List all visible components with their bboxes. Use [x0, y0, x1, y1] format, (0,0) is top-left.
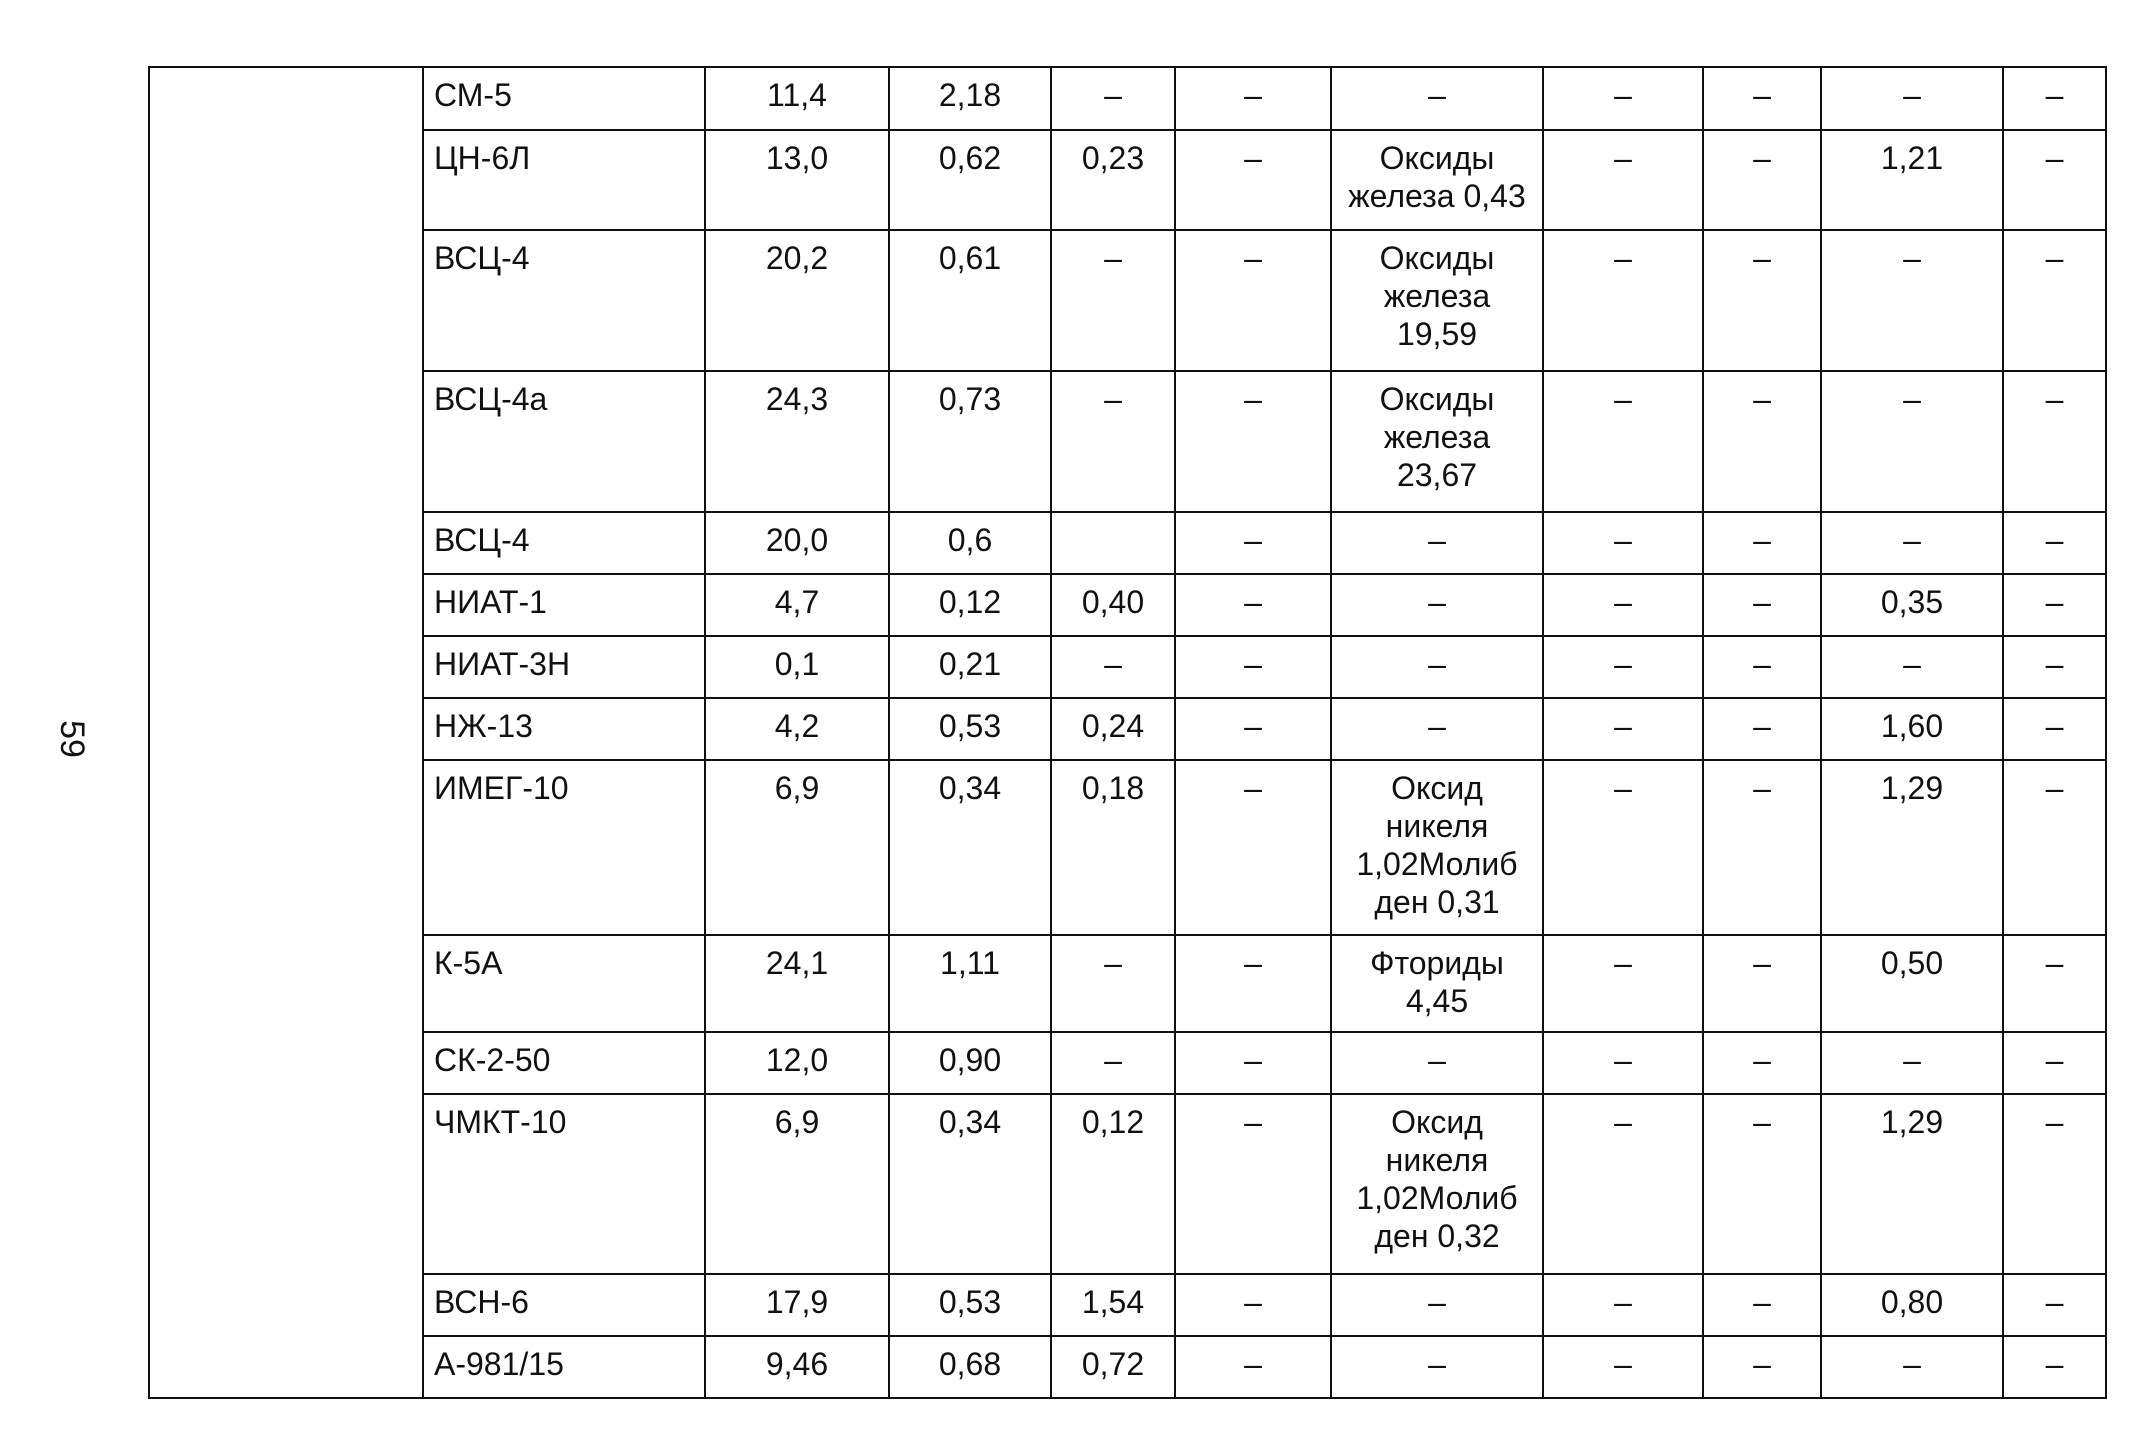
- table-row: [149, 371, 2106, 512]
- value-cell-c5: Оксид никеля 1,02Молиб ден 0,31: [1331, 760, 1543, 935]
- value-cell-c4: –: [1175, 371, 1331, 512]
- table-row: [149, 67, 2106, 130]
- table-row: [149, 1336, 2106, 1398]
- grade-cell: ВСЦ-4а: [423, 371, 705, 512]
- value-cell-c3: 0,24: [1051, 698, 1175, 760]
- value-cell-c9: –: [2003, 698, 2106, 760]
- value-cell-c3: [1051, 512, 1175, 574]
- value-cell-c3: 0,12: [1051, 1094, 1175, 1274]
- value-cell-c5: –: [1331, 512, 1543, 574]
- value-cell-c4: –: [1175, 512, 1331, 574]
- value-cell-c5: –: [1331, 1274, 1543, 1336]
- value-cell-c2: 0,34: [889, 760, 1051, 935]
- value-cell-c6: –: [1543, 636, 1703, 698]
- value-cell-c5: Оксиды железа 0,43: [1331, 130, 1543, 230]
- grade-cell: НИАТ-1: [423, 574, 705, 636]
- table-row: [149, 935, 2106, 1032]
- value-cell-c6: –: [1543, 698, 1703, 760]
- value-cell-c5: –: [1331, 67, 1543, 130]
- value-cell-c8: 1,21: [1821, 130, 2003, 230]
- value-cell-c1: 20,0: [705, 512, 889, 574]
- value-cell-c6: –: [1543, 760, 1703, 935]
- value-cell-c9: –: [2003, 371, 2106, 512]
- value-cell-c9: –: [2003, 67, 2106, 130]
- table-row: [149, 130, 2106, 230]
- value-cell-c1: 4,2: [705, 698, 889, 760]
- value-cell-c7: –: [1703, 230, 1821, 371]
- value-cell-c8: –: [1821, 371, 2003, 512]
- value-cell-c2: 0,73: [889, 371, 1051, 512]
- table-row: [149, 1274, 2106, 1336]
- value-cell-c7: –: [1703, 760, 1821, 935]
- value-cell-c8: –: [1821, 512, 2003, 574]
- value-cell-c9: –: [2003, 1336, 2106, 1398]
- table-row: [149, 636, 2106, 698]
- value-cell-c2: 0,90: [889, 1032, 1051, 1094]
- value-cell-c9: –: [2003, 230, 2106, 371]
- value-cell-c8: –: [1821, 1032, 2003, 1094]
- value-cell-c8: 0,35: [1821, 574, 2003, 636]
- value-cell-c5: Фториды 4,45: [1331, 935, 1543, 1032]
- value-cell-c5: Оксиды железа 23,67: [1331, 371, 1543, 512]
- value-cell-c6: –: [1543, 230, 1703, 371]
- value-cell-c4: –: [1175, 636, 1331, 698]
- value-cell-c6: –: [1543, 67, 1703, 130]
- value-cell-c9: –: [2003, 760, 2106, 935]
- value-cell-c7: –: [1703, 1094, 1821, 1274]
- value-cell-c7: –: [1703, 935, 1821, 1032]
- value-cell-c2: 0,21: [889, 636, 1051, 698]
- value-cell-c5: Оксид никеля 1,02Молиб ден 0,32: [1331, 1094, 1543, 1274]
- value-cell-c2: 0,34: [889, 1094, 1051, 1274]
- value-cell-c5: Оксиды железа 19,59: [1331, 230, 1543, 371]
- page-number: 59: [53, 720, 91, 758]
- value-cell-c3: –: [1051, 67, 1175, 130]
- value-cell-c7: –: [1703, 1274, 1821, 1336]
- value-cell-c5: –: [1331, 1336, 1543, 1398]
- table-row: [149, 1094, 2106, 1274]
- value-cell-c6: –: [1543, 1094, 1703, 1274]
- value-cell-c3: 0,40: [1051, 574, 1175, 636]
- value-cell-c9: –: [2003, 935, 2106, 1032]
- value-cell-c1: 12,0: [705, 1032, 889, 1094]
- value-cell-c1: 4,7: [705, 574, 889, 636]
- table-row: [149, 512, 2106, 574]
- catalyst-composition-table: [148, 66, 2107, 1399]
- value-cell-c5: –: [1331, 636, 1543, 698]
- value-cell-c2: 0,53: [889, 698, 1051, 760]
- value-cell-c3: 0,18: [1051, 760, 1175, 935]
- value-cell-c9: –: [2003, 130, 2106, 230]
- value-cell-c1: 13,0: [705, 130, 889, 230]
- blank-left-column: [149, 67, 423, 1398]
- value-cell-c7: –: [1703, 574, 1821, 636]
- value-cell-c4: –: [1175, 1094, 1331, 1274]
- value-cell-c1: 20,2: [705, 230, 889, 371]
- value-cell-c1: 6,9: [705, 760, 889, 935]
- value-cell-c9: –: [2003, 1032, 2106, 1094]
- value-cell-c7: –: [1703, 371, 1821, 512]
- grade-cell: К-5А: [423, 935, 705, 1032]
- value-cell-c4: –: [1175, 698, 1331, 760]
- value-cell-c8: 0,80: [1821, 1274, 2003, 1336]
- value-cell-c6: –: [1543, 130, 1703, 230]
- grade-cell: ВСЦ-4: [423, 230, 705, 371]
- value-cell-c4: –: [1175, 1336, 1331, 1398]
- grade-cell: НИАТ-3Н: [423, 636, 705, 698]
- value-cell-c5: –: [1331, 1032, 1543, 1094]
- value-cell-c9: –: [2003, 1094, 2106, 1274]
- grade-cell: ВСН-6: [423, 1274, 705, 1336]
- value-cell-c8: 1,29: [1821, 760, 2003, 935]
- value-cell-c6: –: [1543, 935, 1703, 1032]
- value-cell-c9: –: [2003, 574, 2106, 636]
- value-cell-c2: 0,53: [889, 1274, 1051, 1336]
- value-cell-c4: –: [1175, 230, 1331, 371]
- value-cell-c4: –: [1175, 935, 1331, 1032]
- value-cell-c2: 0,68: [889, 1336, 1051, 1398]
- value-cell-c2: 0,61: [889, 230, 1051, 371]
- grade-cell: ВСЦ-4: [423, 512, 705, 574]
- value-cell-c9: –: [2003, 636, 2106, 698]
- value-cell-c7: –: [1703, 512, 1821, 574]
- table-row: [149, 1032, 2106, 1094]
- value-cell-c6: –: [1543, 512, 1703, 574]
- value-cell-c9: –: [2003, 1274, 2106, 1336]
- value-cell-c1: 9,46: [705, 1336, 889, 1398]
- value-cell-c4: –: [1175, 1274, 1331, 1336]
- value-cell-c1: 24,3: [705, 371, 889, 512]
- value-cell-c2: 0,62: [889, 130, 1051, 230]
- value-cell-c6: –: [1543, 1336, 1703, 1398]
- value-cell-c2: 1,11: [889, 935, 1051, 1032]
- value-cell-c7: –: [1703, 1336, 1821, 1398]
- value-cell-c1: 6,9: [705, 1094, 889, 1274]
- value-cell-c7: –: [1703, 130, 1821, 230]
- table-row: [149, 574, 2106, 636]
- value-cell-c8: –: [1821, 1336, 2003, 1398]
- value-cell-c1: 11,4: [705, 67, 889, 130]
- value-cell-c3: –: [1051, 935, 1175, 1032]
- value-cell-c8: 0,50: [1821, 935, 2003, 1032]
- table-row: [149, 230, 2106, 371]
- value-cell-c8: 1,29: [1821, 1094, 2003, 1274]
- value-cell-c1: 0,1: [705, 636, 889, 698]
- grade-cell: ЦН-6Л: [423, 130, 705, 230]
- value-cell-c4: –: [1175, 574, 1331, 636]
- value-cell-c3: 1,54: [1051, 1274, 1175, 1336]
- value-cell-c6: –: [1543, 1032, 1703, 1094]
- value-cell-c2: 0,12: [889, 574, 1051, 636]
- value-cell-c6: –: [1543, 1274, 1703, 1336]
- value-cell-c8: 1,60: [1821, 698, 2003, 760]
- table-body: [149, 67, 2106, 1398]
- table-row: [149, 698, 2106, 760]
- value-cell-c7: –: [1703, 698, 1821, 760]
- value-cell-c9: –: [2003, 512, 2106, 574]
- grade-cell: СК-2-50: [423, 1032, 705, 1094]
- value-cell-c4: –: [1175, 1032, 1331, 1094]
- value-cell-c4: –: [1175, 130, 1331, 230]
- value-cell-c6: –: [1543, 371, 1703, 512]
- grade-cell: ЧМКТ-10: [423, 1094, 705, 1274]
- table-row: [149, 760, 2106, 935]
- value-cell-c8: –: [1821, 230, 2003, 371]
- value-cell-c3: –: [1051, 230, 1175, 371]
- value-cell-c4: –: [1175, 67, 1331, 130]
- value-cell-c1: 24,1: [705, 935, 889, 1032]
- value-cell-c6: –: [1543, 574, 1703, 636]
- value-cell-c7: –: [1703, 1032, 1821, 1094]
- value-cell-c7: –: [1703, 636, 1821, 698]
- value-cell-c3: –: [1051, 636, 1175, 698]
- value-cell-c3: –: [1051, 1032, 1175, 1094]
- value-cell-c1: 17,9: [705, 1274, 889, 1336]
- value-cell-c8: –: [1821, 67, 2003, 130]
- value-cell-c3: –: [1051, 371, 1175, 512]
- value-cell-c2: 2,18: [889, 67, 1051, 130]
- value-cell-c7: –: [1703, 67, 1821, 130]
- value-cell-c4: –: [1175, 760, 1331, 935]
- value-cell-c3: 0,72: [1051, 1336, 1175, 1398]
- grade-cell: НЖ-13: [423, 698, 705, 760]
- value-cell-c2: 0,6: [889, 512, 1051, 574]
- value-cell-c3: 0,23: [1051, 130, 1175, 230]
- value-cell-c8: –: [1821, 636, 2003, 698]
- value-cell-c5: –: [1331, 574, 1543, 636]
- grade-cell: А-981/15: [423, 1336, 705, 1398]
- grade-cell: ИМЕГ-10: [423, 760, 705, 935]
- value-cell-c5: –: [1331, 698, 1543, 760]
- grade-cell: СМ-5: [423, 67, 705, 130]
